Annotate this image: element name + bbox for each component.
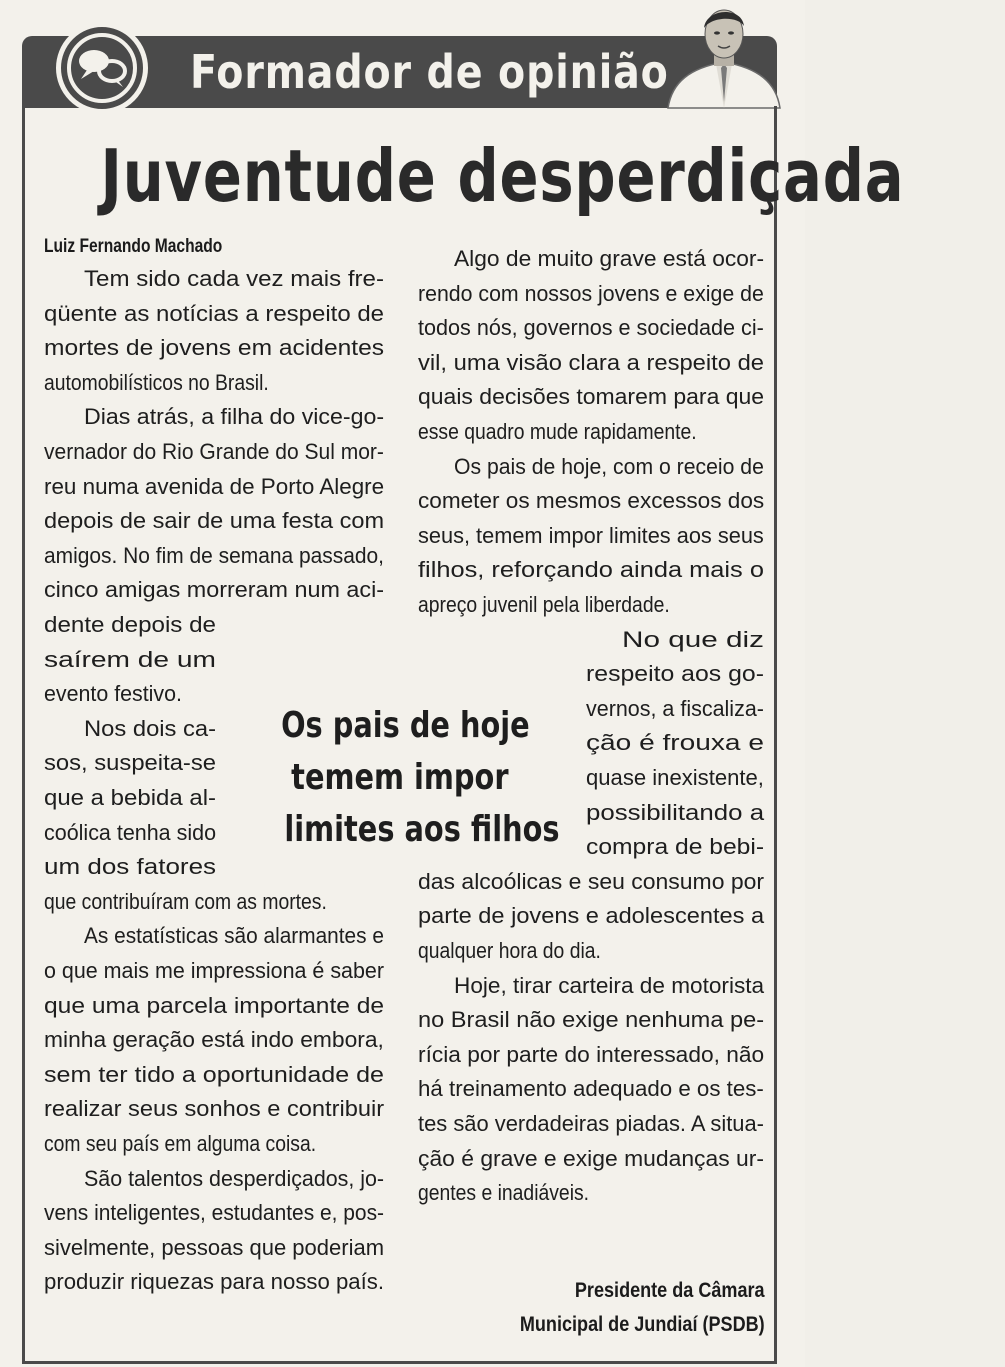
- speech-bubbles-icon: [56, 22, 148, 114]
- text-line: quase inexistente,: [586, 765, 764, 790]
- text-line: qualquer hora do dia.: [418, 938, 601, 963]
- text-line: todos nós, governos e sociedade ci-: [418, 315, 764, 341]
- text-line: São talentos desperdiçados, jo-: [84, 1165, 385, 1191]
- text-line: Algo de muito grave está ocor-: [454, 246, 765, 271]
- text-line: cometer os mesmos excessos dos: [418, 488, 765, 514]
- text-line: ção é frouxa e: [586, 730, 764, 756]
- text-line: compra de bebi-: [586, 834, 765, 860]
- text-line: vil, uma visão clara a respeito de: [418, 349, 765, 375]
- text-line: As estatísticas são alarmantes e: [84, 923, 384, 949]
- text-line: esse quadro mude rapidamente.: [418, 419, 697, 444]
- text-line: amigos. No fim de semana passado,: [44, 542, 384, 568]
- text-line: quais decisões tomarem para que: [418, 384, 765, 410]
- text-line: Os pais de hoje, com o receio de: [454, 453, 764, 479]
- text-line: automobilísticos no Brasil.: [44, 369, 269, 395]
- text-line: respeito aos go-: [586, 661, 764, 687]
- text-line: No que diz: [622, 626, 765, 652]
- text-line: um dos fatores: [44, 854, 217, 880]
- author-byline: Luiz Fernando Machado: [44, 236, 223, 257]
- text-line: evento festivo.: [44, 681, 182, 707]
- section-title: Formador de opinião: [190, 45, 669, 99]
- text-line: apreço juvenil pela liberdade.: [418, 592, 670, 617]
- text-line: gentes e inadiáveis.: [418, 1180, 590, 1206]
- text-line: vernador do Rio Grande do Sul mor-: [44, 439, 384, 464]
- text-line: seus, temem impor limites aos seus: [418, 522, 764, 548]
- text-line: sem ter tido a oportunidade de: [44, 1061, 384, 1087]
- text-line: possibilitando a: [586, 799, 765, 825]
- text-line: ção é grave e exige mudanças ur-: [418, 1145, 764, 1171]
- text-line: sos, suspeita-se: [44, 750, 217, 776]
- text-line: vernos, a fiscaliza-: [586, 695, 764, 721]
- text-line: sivelmente, pessoas que poderiam: [44, 1234, 385, 1260]
- text-line: que contribuíram com as mortes.: [44, 888, 327, 914]
- text-line: cinco amigas morreram num aci-: [44, 577, 385, 603]
- text-line: com seu país em alguma coisa.: [44, 1131, 317, 1156]
- text-line: dente depois de: [44, 612, 216, 637]
- text-line: rícia por parte do interessado, não: [418, 1041, 765, 1067]
- text-line: coólica tenha sido: [44, 819, 217, 845]
- text-line: mortes de jovens em acidentes: [44, 335, 385, 361]
- text-line: há treinamento adequado e os tes-: [418, 1076, 764, 1102]
- text-line: tes são verdadeiras piadas. A situa-: [418, 1111, 764, 1136]
- text-line: reu numa avenida de Porto Alegre: [44, 473, 385, 499]
- text-line: minha geração está indo embora,: [44, 1027, 384, 1053]
- text-line: saírem de um: [44, 646, 216, 672]
- text-line: Nos dois ca-: [84, 715, 217, 741]
- text-line: que uma parcela importante de: [44, 992, 385, 1018]
- author-signature: Presidente da Câmara Municipal de Jundiaí (PSDB): [520, 1279, 765, 1336]
- text-line: que a bebida al-: [44, 785, 217, 810]
- text-line: Dias atrás, a filha do vice-go-: [84, 404, 385, 430]
- text-line: produzir riquezas para nosso país.: [44, 1269, 385, 1295]
- pull-quote: Os pais de hoje temem impor limites aos filhos: [281, 705, 560, 850]
- text-line: vens inteligentes, estudantes e, pos-: [44, 1200, 385, 1226]
- article-headline: Juventude desperdiçada: [100, 134, 905, 218]
- text-line: o que mais me impressiona é saber: [44, 958, 385, 983]
- text-line: no Brasil não exige nenhuma pe-: [418, 1007, 765, 1033]
- text-line: realizar seus sonhos e contribuir: [44, 1096, 385, 1122]
- text-line: parte de jovens e adolescentes a: [418, 903, 765, 929]
- text-line: depois de sair de uma festa com: [44, 508, 385, 534]
- text-line: Hoje, tirar carteira de motorista: [454, 972, 765, 998]
- author-portrait: [668, 2, 780, 108]
- text-line: Tem sido cada vez mais fre-: [84, 266, 384, 291]
- text-line: rendo com nossos jovens e exige de: [418, 280, 764, 306]
- text-line: qüente as notícias a respeito de: [44, 300, 385, 326]
- text-line: filhos, reforçando ainda mais o: [418, 557, 764, 583]
- text-line: das alcoólicas e seu consumo por: [418, 868, 765, 894]
